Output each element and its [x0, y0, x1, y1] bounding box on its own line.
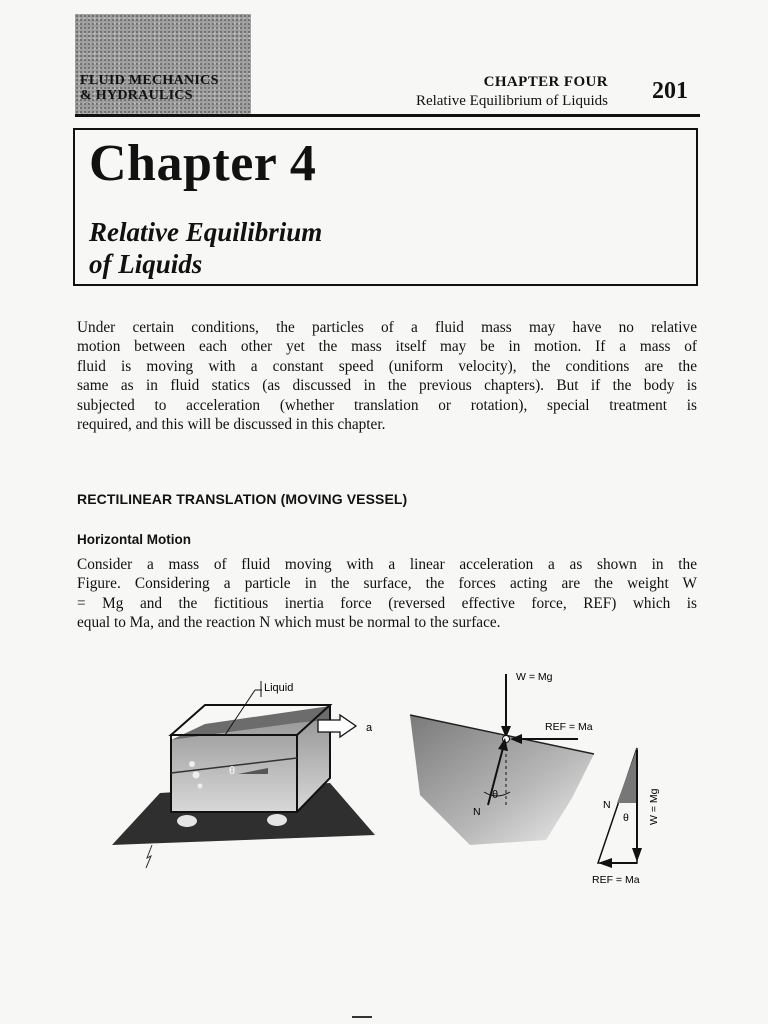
section-paragraph — [77, 555, 697, 633]
triangle-normal-label: N — [603, 799, 611, 811]
footer-mark — [352, 1016, 372, 1018]
section-line: equal to Ma, and the reaction N which must be normal to the surface. — [77, 614, 501, 632]
page-number: 201 — [652, 78, 688, 104]
intro-line: Under certain conditions, the particles of a fluid mass may have no relative — [77, 319, 697, 336]
triangle-weight-arrowhead — [632, 848, 642, 862]
wheel-left — [177, 815, 197, 827]
liquid-label: Liquid — [264, 682, 294, 694]
moving-vessel-figure — [0, 650, 768, 900]
force-triangle — [592, 748, 660, 886]
triangle-ref-arrowhead — [598, 858, 612, 868]
chapter-subtitle-line2: of Liquids — [89, 249, 203, 279]
running-header — [416, 73, 608, 111]
book-title-line2: & HYDRAULICS — [80, 88, 193, 103]
chapter-subtitle-line1: Relative Equilibrium — [89, 217, 323, 247]
chapter-name: Relative Equilibrium of Liquids — [415, 93, 608, 109]
wire-squiggle — [146, 845, 152, 868]
triangle-weight-label: W = Mg — [648, 788, 660, 825]
intro-line: required, and this will be discussed in this chapter. — [77, 416, 386, 434]
header-rule — [75, 114, 700, 117]
triangle-theta-label: θ — [623, 812, 629, 824]
normal-label: N — [473, 806, 481, 818]
wheel-right — [267, 814, 287, 826]
triangle-ref-label: REF = Ma — [592, 874, 640, 886]
chapter-subtitle — [89, 216, 322, 280]
weight-label: W = Mg — [516, 671, 553, 683]
section-line: = Mg and the fictitious inertia force (reversed effective force, REF) which is — [77, 594, 697, 612]
force-theta-label: θ — [492, 789, 499, 801]
intro-line: motion between each other yet the mass itself may be in motion. If a mass of — [77, 338, 697, 356]
chapter-title: Chapter 4 — [89, 135, 317, 192]
tank-diagram — [112, 681, 375, 868]
intro-line: same as in fluid statics (as discussed in the previous chapters). But if the body is — [77, 377, 697, 395]
acceleration-label: a — [366, 722, 373, 734]
ref-label: REF = Ma — [545, 721, 593, 733]
intro-line: fluid is moving with a constant speed (uniform velocity), the conditions are the — [77, 357, 697, 375]
force-diagram — [410, 671, 594, 845]
triangle-shade — [617, 748, 637, 803]
intro-paragraph — [77, 318, 697, 434]
section-heading: RECTILINEAR TRANSLATION (MOVING VESSEL) — [77, 491, 408, 507]
bubble — [198, 784, 203, 789]
bubble — [193, 772, 200, 779]
book-title-line1: FLUID MECHANICS — [80, 73, 219, 88]
tank-theta-label: θ — [229, 765, 236, 777]
subsection-heading: Horizontal Motion — [77, 532, 191, 547]
section-line: Figure. Considering a particle in the surface, the forces acting are the weight W — [77, 575, 697, 593]
section-line: Consider a mass of fluid moving with a linear acceleration a as shown in the — [77, 556, 697, 573]
intro-line: subjected to acceleration (whether translation or rotation), special treatment is — [77, 396, 697, 414]
chapter-label: CHAPTER FOUR — [483, 74, 608, 90]
book-title — [80, 73, 255, 103]
chapter-title-box — [73, 128, 698, 286]
bubble — [189, 761, 195, 767]
